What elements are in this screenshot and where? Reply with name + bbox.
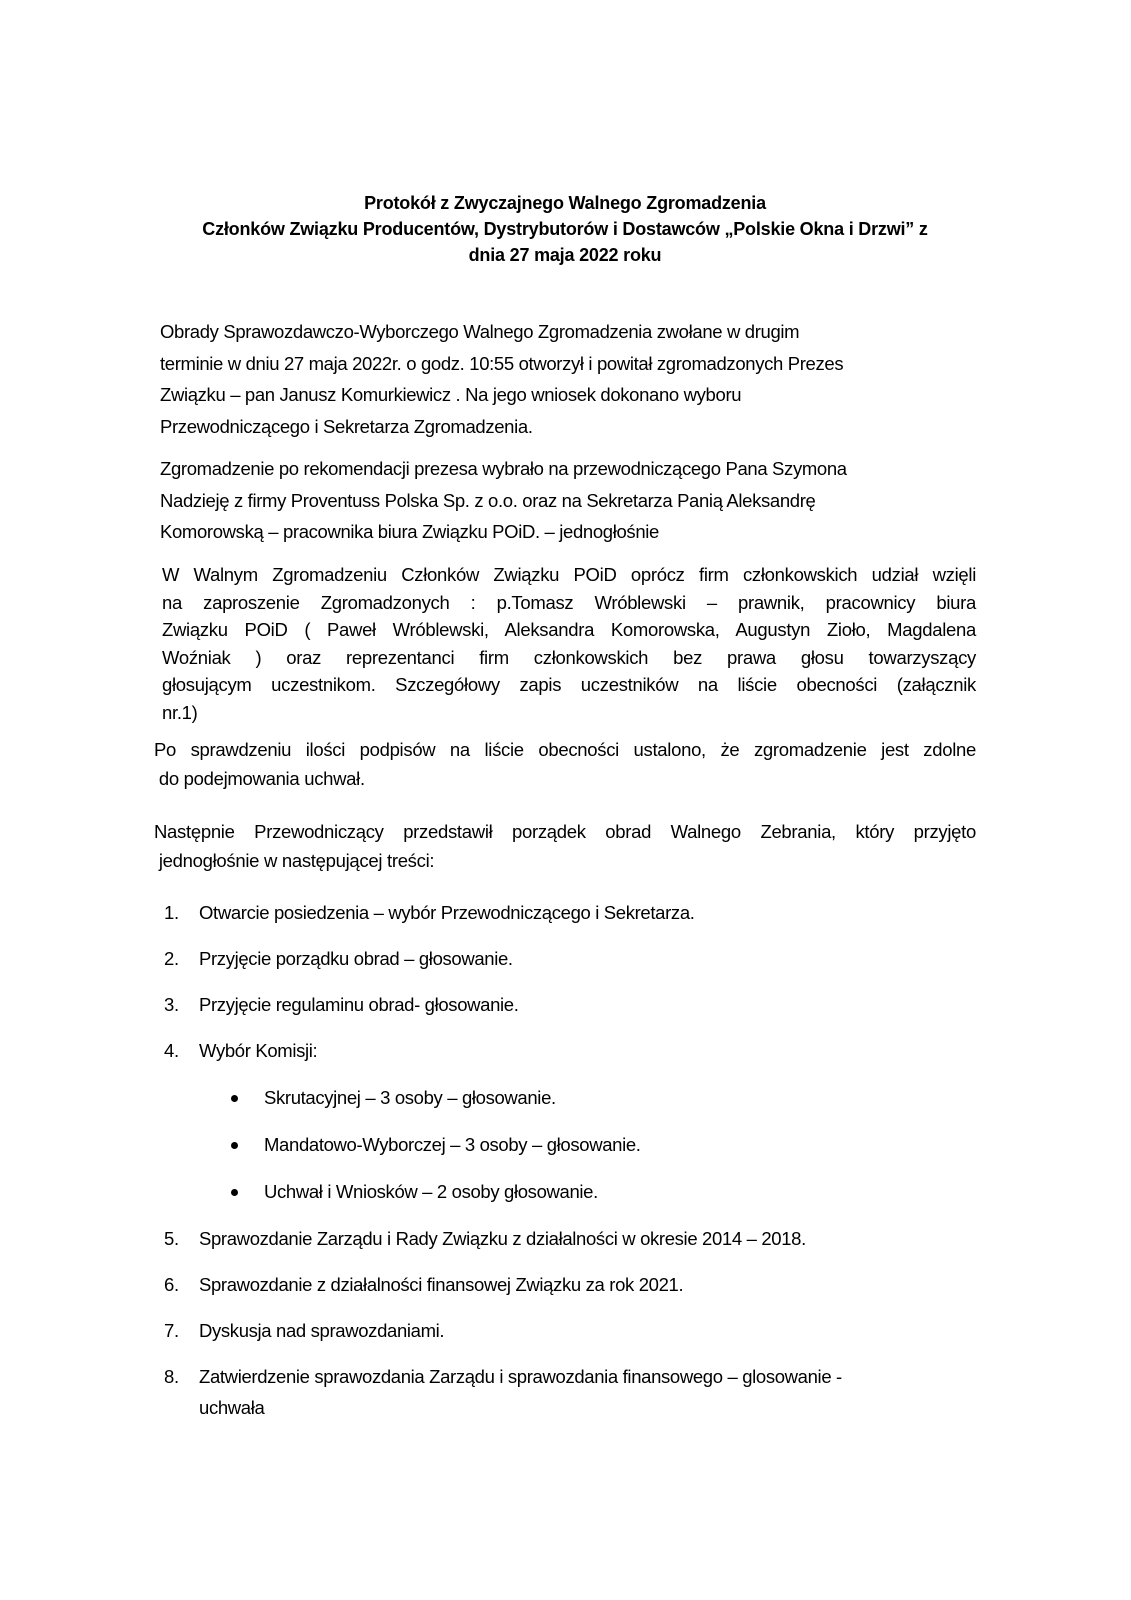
paragraph-line: Komorowską – pracownika biura Związku POiD. – jednogłośnie bbox=[160, 521, 659, 542]
paragraph-line: Przewodniczącego i Sekretarza Zgromadzenia. bbox=[160, 415, 533, 437]
agenda-number: 8. bbox=[164, 1366, 179, 1387]
committee-text: Uchwał i Wniosków – 2 osoby głosowanie. bbox=[264, 1181, 598, 1202]
title-line-1: Protokół z Zwyczajnego Walnego Zgromadzenia bbox=[364, 193, 766, 213]
agenda-text: Wybór Komisji: bbox=[199, 1040, 318, 1061]
document-title bbox=[140, 190, 990, 268]
bullet-icon bbox=[231, 1142, 238, 1149]
paragraph-line: nr.1) bbox=[162, 701, 198, 723]
paragraph-line: na zaproszenie Zgromadzonych : p.Tomasz Wróblewski – prawnik, pracownicy biura bbox=[162, 591, 976, 613]
paragraph-line: Związku – pan Janusz Komurkiewicz . Na jego wniosek dokonano wyboru bbox=[160, 384, 742, 405]
agenda-number: 5. bbox=[164, 1228, 179, 1249]
paragraph-chair-election bbox=[160, 453, 847, 548]
agenda-number: 1. bbox=[164, 902, 179, 923]
committee-text: Mandatowo-Wyborczej – 3 osoby – głosowanie. bbox=[264, 1134, 641, 1155]
paragraph-participants bbox=[162, 561, 976, 726]
paragraph-line: Związku POiD ( Paweł Wróblewski, Aleksandra Komorowska, Augustyn Zioło, Magdalena bbox=[162, 619, 976, 640]
title-line-3: dnia 27 maja 2022 roku bbox=[468, 245, 662, 265]
agenda-text: Dyskusja nad sprawozdaniami. bbox=[199, 1320, 445, 1341]
paragraph-line: Nadzieję z firmy Proventuss Polska Sp. z o.o. oraz na Sekretarza Panią Aleksandrę bbox=[160, 489, 816, 511]
agenda-number: 2. bbox=[164, 948, 179, 969]
title-line-2: Członków Związku Producentów, Dystrybutorów i Dostawców „Polskie Okna i Drzwi” z bbox=[202, 219, 928, 239]
paragraph-line: Zgromadzenie po rekomendacji prezesa wybrało na przewodniczącego Pana Szymona bbox=[160, 458, 847, 479]
paragraph-line: Obrady Sprawozdawczo-Wyborczego Walnego Zgromadzenia zwołane w drugim bbox=[160, 321, 800, 342]
agenda-text: Przyjęcie regulaminu obrad- głosowanie. bbox=[199, 994, 519, 1015]
bullet-icon bbox=[231, 1189, 238, 1196]
paragraph-line: jednogłośnie w następującej treści: bbox=[154, 850, 435, 871]
paragraph-quorum bbox=[154, 735, 976, 793]
paragraph-line: W Walnym Zgromadzeniu Członków Związku POiD oprócz firm członkowskich udział wzięli bbox=[162, 564, 976, 585]
agenda-text: Przyjęcie porządku obrad – głosowanie. bbox=[199, 948, 513, 969]
agenda-text: Sprawozdanie z działalności finansowej Związku za rok 2021. bbox=[199, 1274, 684, 1295]
agenda-number: 7. bbox=[164, 1320, 179, 1341]
agenda-number: 4. bbox=[164, 1040, 179, 1061]
paragraph-line: Woźniak ) oraz reprezentanci firm członkowskich bez prawa głosu towarzyszący bbox=[162, 646, 976, 668]
paragraph-line: terminie w dniu 27 maja 2022r. o godz. 10:55 otworzył i powitał zgromadzonych Prezes bbox=[160, 352, 844, 374]
agenda-number: 3. bbox=[164, 994, 179, 1015]
agenda-number: 6. bbox=[164, 1274, 179, 1295]
agenda-text: Otwarcie posiedzenia – wybór Przewodniczącego i Sekretarza. bbox=[199, 902, 695, 923]
paragraph-line: do podejmowania uchwał. bbox=[154, 768, 365, 789]
agenda-text: uchwała bbox=[199, 1397, 265, 1418]
agenda-text: Sprawozdanie Zarządu i Rady Związku z działalności w okresie 2014 – 2018. bbox=[199, 1228, 806, 1249]
committee-text: Skrutacyjnej – 3 osoby – głosowanie. bbox=[264, 1087, 556, 1108]
paragraph-line: Po sprawdzeniu ilości podpisów na liście obecności ustalono, że zgromadzenie jest zdolne bbox=[154, 739, 976, 760]
paragraph-line: głosującym uczestnikom. Szczegółowy zapis uczestników na liście obecności (załącznik bbox=[162, 674, 976, 695]
agenda-text: Zatwierdzenie sprawozdania Zarządu i sprawozdania finansowego – glosowanie - bbox=[199, 1366, 842, 1387]
paragraph-agenda-intro bbox=[154, 817, 976, 875]
paragraph-line: Następnie Przewodniczący przedstawił porządek obrad Walnego Zebrania, który przyjęto bbox=[154, 821, 976, 842]
paragraph-opening bbox=[160, 316, 843, 442]
bullet-icon bbox=[231, 1095, 238, 1102]
